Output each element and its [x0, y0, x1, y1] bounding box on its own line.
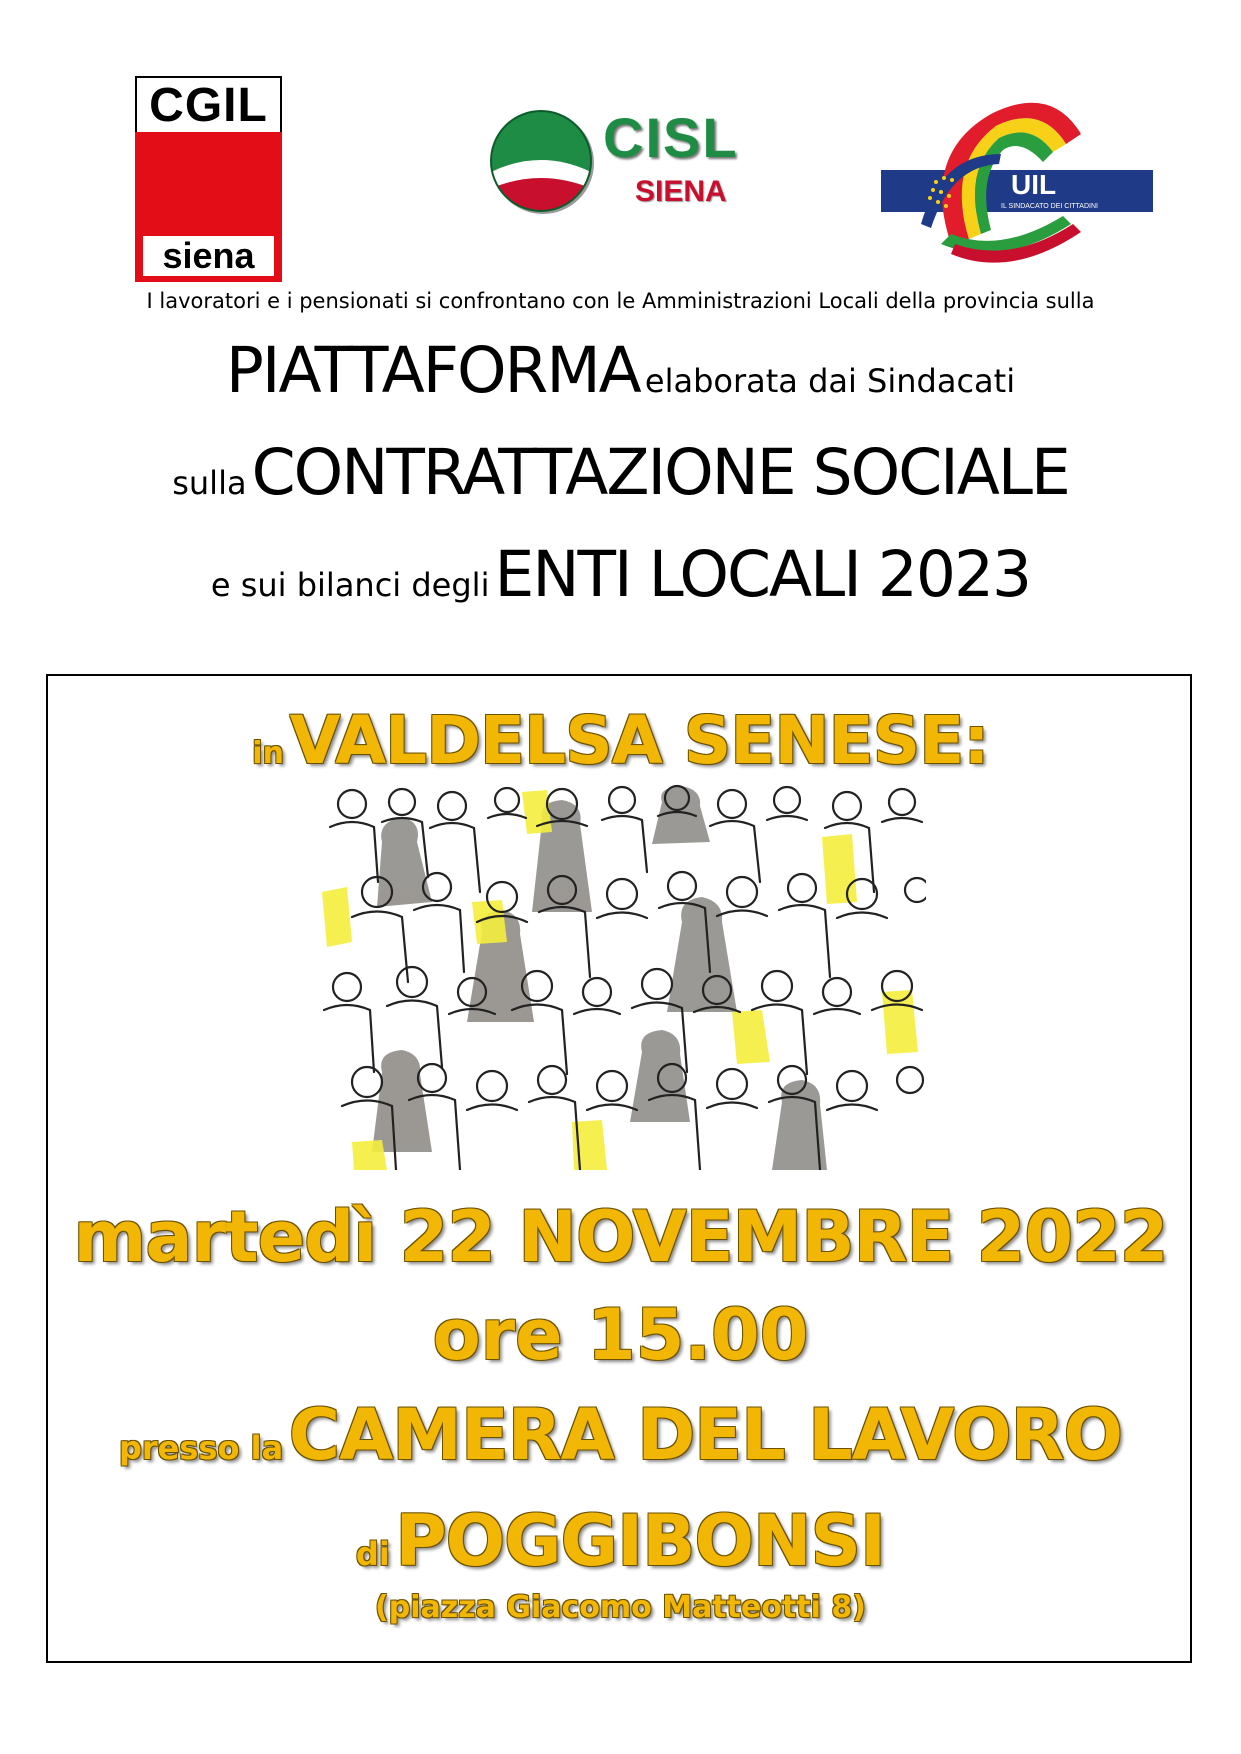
headline-bilanci: e sui bilanci degli: [210, 566, 490, 604]
cgil-logo-city: siena: [143, 236, 274, 276]
headline-enti-locali: ENTI LOCALI 2023: [494, 538, 1031, 611]
headline-sulla: sulla: [172, 464, 247, 502]
intro-text: I lavoratori e i pensionati si confrontano con le Amministrazioni Locali della provincia sulla: [146, 289, 1095, 313]
event-area: [0, 702, 1241, 779]
uil-logo-name: UIL: [1011, 169, 1057, 200]
event-time: ore 15.00: [432, 1294, 809, 1376]
event-address: (piazza Giacomo Matteotti 8): [375, 1590, 866, 1625]
cisl-logo-name: CISL: [603, 106, 739, 169]
cisl-logo-city: SIENA: [635, 175, 727, 208]
headline-line-1: [0, 334, 1241, 407]
cgil-logo: [135, 76, 282, 282]
event-city-prefix: di: [355, 1535, 390, 1573]
headline-line-3: [0, 538, 1241, 611]
event-area-prefix: in: [252, 736, 284, 771]
event-date: martedì 22 NOVEMBRE 2022: [73, 1196, 1168, 1278]
event-city: [0, 1500, 1241, 1582]
headline-contrattazione: CONTRATTAZIONE SOCIALE: [251, 436, 1069, 509]
event-area-name: VALDELSA SENESE:: [289, 702, 989, 779]
crowd-illustration: [322, 782, 926, 1170]
event-venue-prefix: presso la: [118, 1429, 284, 1467]
uil-logo: [881, 94, 1153, 274]
event-venue-name: CAMERA DEL LAVORO: [288, 1394, 1122, 1476]
event-city-name: POGGIBONSI: [395, 1500, 886, 1582]
headline-line-2: [0, 436, 1241, 509]
cisl-logo: [485, 105, 765, 215]
cisl-emblem-icon: [485, 105, 597, 217]
headline-elaborata: elaborata dai Sindacati: [644, 362, 1016, 400]
cgil-logo-name: CGIL: [135, 76, 282, 132]
uil-logo-tagline: IL SINDACATO DEI CITTADINI: [1001, 203, 1098, 210]
event-venue: [0, 1394, 1241, 1476]
uil-emblem-icon: [881, 94, 1153, 274]
headline-piattaforma: PIATTAFORMA: [225, 334, 640, 407]
